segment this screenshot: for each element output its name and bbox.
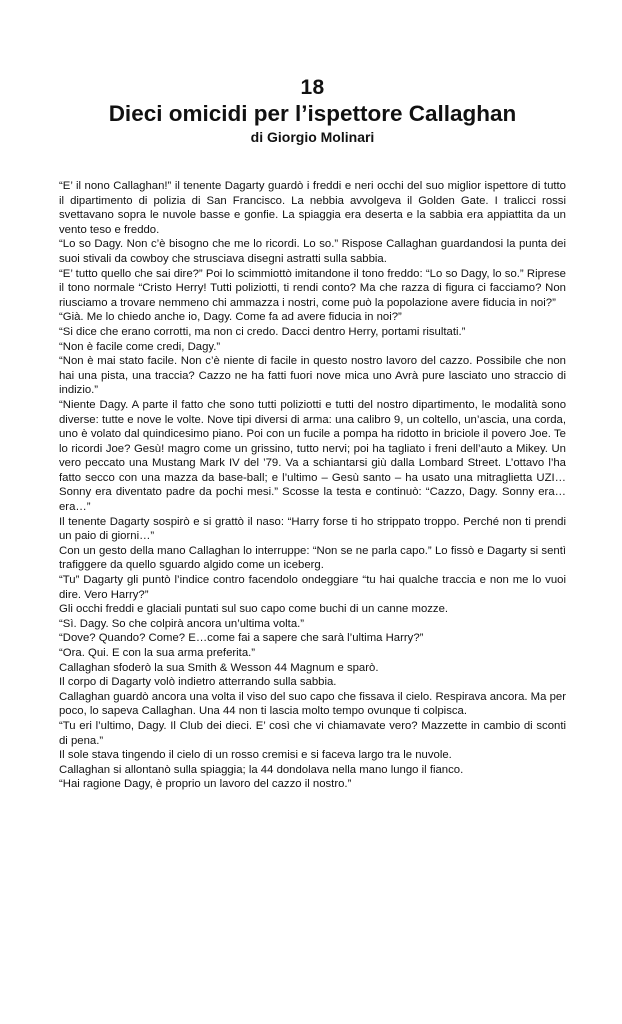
paragraph: “Ora. Qui. E con la sua arma preferita.” [59, 647, 256, 659]
paragraph: “Tu” Dagarty gli puntò l’indice contro facendolo ondeggiare “tu hai qualche traccia e non me lo vuoi dire. Vero Harry?” [59, 574, 566, 601]
paragraph: “Sì. Dagy. So che colpirà ancora un’ultima volta.” [59, 617, 305, 630]
paragraph: Callaghan sfoderò la sua Smith & Wesson 44 Magnum e sparò. [59, 661, 379, 674]
paragraph: “Già. Me lo chiedo anche io, Dagy. Come fa ad avere fiducia in noi?” [59, 311, 402, 324]
paragraph: “E’ il nono Callaghan!” il tenente Dagarty guardò i freddi e neri occhi del suo miglior ispettore di tutto il dipartimento di polizia di San Francisco. La nebbia avvolgeva il Golden Gate. I tralicci rossi svettavano sopra le nuvole basse e gonfie. La spiaggia era deserta e la sabbia era appiattita da un vento teso e freddo. [59, 180, 566, 236]
story-title: Dieci omicidi per l’ispettore Callaghan [108, 101, 517, 126]
paragraph: Il sole stava tingendo il cielo di un rosso cremisi e si faceva largo tra le nuvole. [59, 749, 452, 762]
paragraph: Gli occhi freddi e glaciali puntati sul suo capo come buchi di un canne mozze. [59, 603, 449, 616]
paragraph: “Tu eri l’ultimo, Dagy. Il Club dei dieci. E’ così che vi chiamavate vero? Mazzette in cambio di sconti di pena.” [59, 719, 566, 747]
paragraph: Con un gesto della mano Callaghan lo interruppe: “Non se ne parla capo.” Lo fissò e Dagarty si sentì trafiggere da quello sguardo algido come un iceberg. [59, 544, 566, 572]
document-page [59, 0, 566, 792]
paragraph: “E’ tutto quello che sai dire?” Poi lo scimmiottò imitandone il tono freddo: “Lo so Dagy, lo so.” Riprese il tono normale “Cristo Herry! Tutti poliziotti, ti rendi conto? Ma che razza di figura ci facciamo? Non riusciamo a trovare nemmeno chi ammazza i nostri, come può la popolazione avere fiducia in noi?” [59, 267, 566, 309]
paragraph: “Si dice che erano corrotti, ma non ci credo. Dacci dentro Herry, portami risultati.” [59, 325, 466, 338]
paragraph: Callaghan guardò ancora una volta il viso del suo capo che fissava il cielo. Respirava ancora. Ma per poco, lo sapeva Callaghan. Una 44 non ti lascia molto tempo ovunque ti colpisca. [59, 690, 566, 718]
paragraph: “Hai ragione Dagy, è proprio un lavoro del cazzo il nostro.” [59, 778, 352, 791]
paragraph: Il corpo di Dagarty volò indietro atterrando sulla sabbia. [59, 676, 337, 689]
paragraph: “Niente Dagy. A parte il fatto che sono tutti poliziotti e tutti del nostro dipartimento, le modalità sono diverse: tutte e nove le volte. Nove tipi diversi di arma: una calibro 9, un coltello, un’ascia, una corda, uno è volato dal quindicesimo piano. Poi con un fucile a pompa ha ridotto in briciole il povero Joe. Te lo ricordi Joe? Gesù! magro come un grissino, tutto nervi; poi ha tagliato i freni dell’auto a Mikey. Un vero peccato una Mustang Mark IV del ’79. Va a schiantarsi giù dalla Lombard Street. L’ottavo l’ha fatto secco con una mazza da base-ball; e l’ultimo – Gesù santo – ha usato una mitraglietta UZI…Sonny era diventato padre da pochi mesi.” Scosse la testa e continuò: “Cazzo, Dagy. Sonny era…era…” [59, 398, 566, 514]
paragraph: “Non è mai stato facile. Non c’è niente di facile in questo nostro lavoro del cazzo. Possibile che non hai una pista, una traccia? Cazzo ne ha fatti fuori nove mica uno Avrà pure lasciato uno straccio di indizio.” [59, 355, 566, 397]
chapter-number: 18 [300, 76, 325, 99]
paragraph: “Dove? Quando? Come? E…come fai a sapere che sarà l’ultima Harry?” [59, 632, 424, 645]
paragraph: “Non è facile come credi, Dagy.” [59, 340, 221, 353]
paragraph: Il tenente Dagarty sospirò e si grattò il naso: “Harry forse ti ho strippato troppo. Perché non ti prendi un paio di giorni…” [59, 515, 566, 543]
paragraph: Callaghan si allontanò sulla spiaggia; la 44 dondolava nella mano lungo il fianco. [59, 763, 464, 776]
paragraph: “Lo so Dagy. Non c’è bisogno che me lo ricordi. Lo so.” Rispose Callaghan guardandosi la punta dei suoi stivali da cowboy che strusciava disegni astratti sulla sabbia. [59, 238, 566, 265]
author-byline: di Giorgio Molinari [250, 129, 375, 145]
story-body [59, 179, 566, 792]
chapter-header [59, 76, 566, 146]
